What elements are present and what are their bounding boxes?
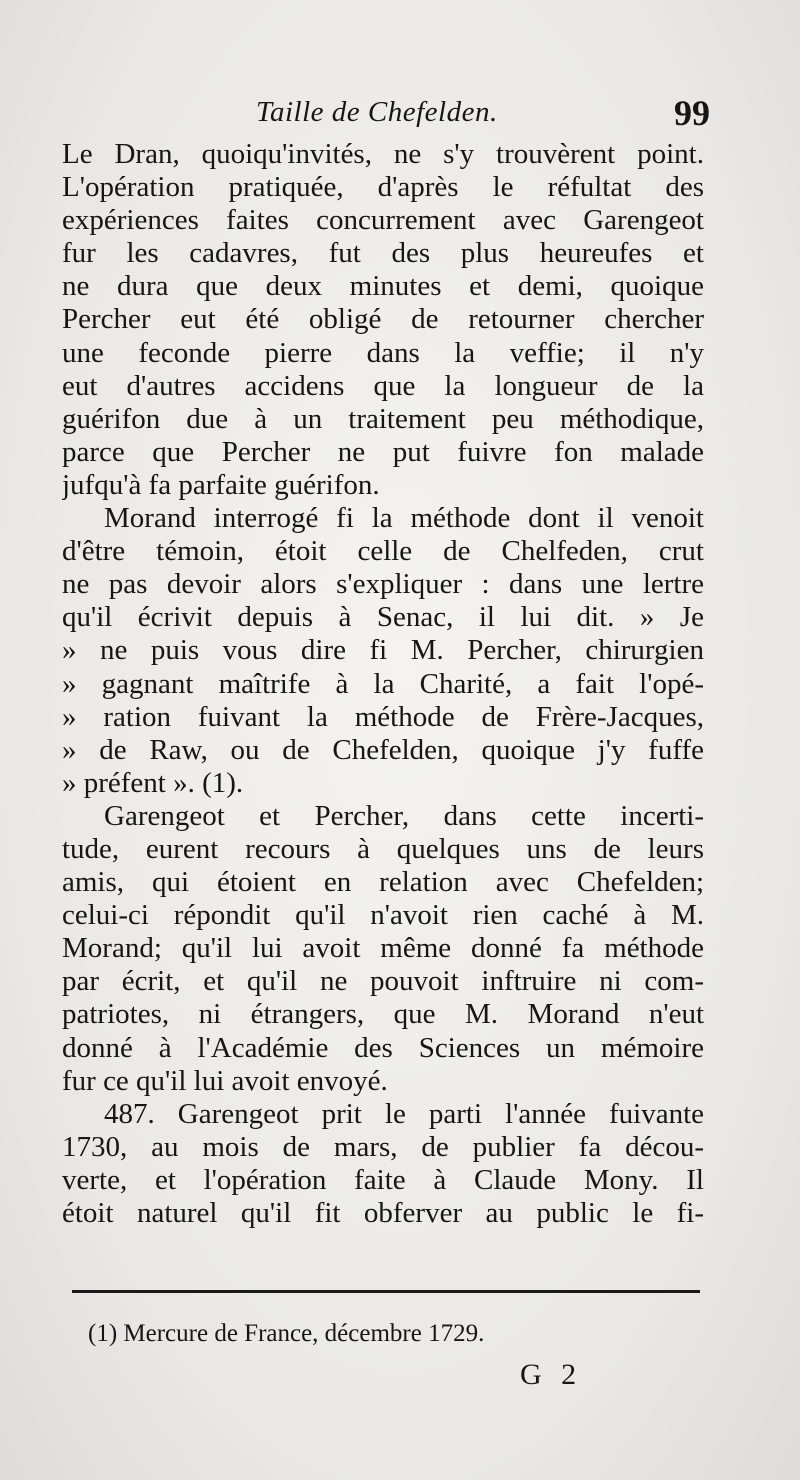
text-line: ne pas devoir alors s'expliquer : dans une lertre	[62, 568, 704, 601]
text-line: une feconde pierre dans la veffie; il n'y	[62, 336, 704, 369]
text-line: Percher eut été obligé de retourner chercher	[62, 303, 704, 336]
text-line: par écrit, et qu'il ne pouvoit inftruire ni com-	[62, 965, 704, 998]
text-line: Morand interrogé fi la méthode dont il venoit	[104, 502, 704, 535]
text-line: 487. Garengeot prit le parti l'année fuivante	[104, 1097, 704, 1130]
text-line: celui-ci répondit qu'il n'avoit rien caché à M.	[62, 899, 704, 932]
text-line: Le Dran, quoiqu'invités, ne s'y trouvèrent point.	[62, 138, 704, 170]
text-line: » préfent ». (1).	[62, 766, 244, 799]
signature-mark: G 2	[520, 1358, 583, 1391]
running-head: Taille de Chefelden.	[256, 96, 498, 128]
text-line: patriotes, ni étrangers, que M. Morand n'eut	[62, 998, 704, 1031]
page-header	[60, 92, 710, 142]
text-line: d'être témoin, étoit celle de Chelfeden, crut	[62, 535, 704, 568]
text-line: jufqu'à fa parfaite guérifon.	[62, 468, 380, 501]
text-line: ne dura que deux minutes et demi, quoique	[62, 270, 704, 303]
text-line: » ration fuivant la méthode de Frère-Jacques,	[62, 700, 704, 733]
text-line: qu'il écrivit depuis à Senac, il lui dit. » Je	[62, 601, 704, 634]
text-line: guérifon due à un traitement peu méthodique,	[62, 402, 704, 435]
text-line: » gagnant maîtrife à la Charité, a fait l'opé-	[62, 667, 704, 700]
text-line: donné à l'Académie des Sciences un mémoire	[62, 1031, 704, 1064]
page-number: 99	[674, 93, 710, 133]
text-line: étoit naturel qu'il fit obferver au public le fi-	[62, 1197, 704, 1229]
text-line: amis, qui étoient en relation avec Chefelden;	[62, 866, 704, 899]
text-line: fur ce qu'il lui avoit envoyé.	[62, 1064, 388, 1097]
text-line: 1730, au mois de mars, de publier fa décou-	[62, 1130, 704, 1163]
text-line: L'opération pratiquée, d'après le réfultat des	[62, 171, 704, 204]
body-text	[62, 138, 704, 1230]
footnote: (1) Mercure de France, décembre 1729.	[88, 1320, 485, 1347]
text-line: eut d'autres accidens que la longueur de la	[62, 369, 704, 402]
text-line: expériences faites concurrement avec Garengeot	[62, 204, 704, 237]
text-line: parce que Percher ne put fuivre fon malade	[62, 435, 704, 468]
text-line: » ne puis vous dire fi M. Percher, chirurgien	[62, 634, 704, 667]
text-line: tude, eurent recours à quelques uns de leurs	[62, 832, 704, 865]
text-line: Garengeot et Percher, dans cette incerti-	[104, 799, 704, 832]
text-line: fur les cadavres, fut des plus heureufes et	[62, 237, 704, 270]
footnote-rule	[72, 1290, 700, 1293]
text-line: » de Raw, ou de Chefelden, quoique j'y fuffe	[62, 733, 704, 766]
text-line: verte, et l'opération faite à Claude Mony. Il	[62, 1163, 704, 1196]
text-line: Morand; qu'il lui avoit même donné fa méthode	[62, 932, 704, 965]
